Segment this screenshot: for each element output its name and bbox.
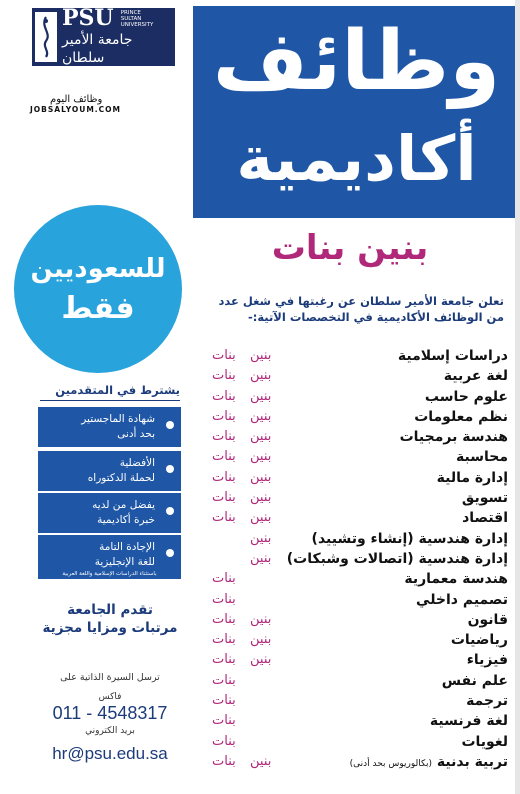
list-item <box>212 468 508 488</box>
bullet-icon <box>166 421 174 429</box>
logo-arabic-name: جامعة الأمير سلطان <box>62 32 133 66</box>
specialty-name: هندسة معمارية <box>404 571 508 588</box>
specialty-name: دراسات إسلامية <box>397 348 508 364</box>
specialty-label: تربية بدنية <box>436 753 508 770</box>
badge-line2: فقط <box>61 291 135 326</box>
condition-line1: الأفضلية <box>119 457 155 469</box>
condition-line2: بحد أدنى <box>117 428 155 440</box>
girls-label: بنات <box>212 429 236 445</box>
boys-label: بنين <box>250 429 272 445</box>
girls-label: بنات <box>212 652 236 668</box>
specialty-name: اقتصاد <box>462 510 508 527</box>
condition-line2: للغة الإنجليزية <box>94 556 155 568</box>
list-item <box>212 549 508 569</box>
cv-instruction: ترسل السيرة الذاتية على <box>60 672 160 683</box>
boys-label: بنين <box>250 469 272 485</box>
list-item <box>212 650 508 670</box>
list-item <box>212 590 508 610</box>
specialty-name: تصميم داخلي <box>416 591 508 608</box>
specialty-name: رياضيات <box>450 632 508 649</box>
specialty-name: إدارة هندسية (اتصالات وشبكات) <box>286 550 508 567</box>
saudis-only-badge <box>14 205 182 373</box>
list-item <box>212 447 508 467</box>
logo-en-line3: UNIVERSITY <box>120 22 154 28</box>
list-item <box>212 630 508 650</box>
girls-label: بنات <box>212 733 236 749</box>
bullet-icon <box>166 507 174 515</box>
girls-label: بنات <box>212 469 236 485</box>
list-item <box>212 508 508 528</box>
boys-label: بنين <box>250 550 272 566</box>
girls-label: بنات <box>212 753 236 769</box>
boys-label: بنين <box>250 348 272 363</box>
specialty-name <box>350 752 508 774</box>
boys-label: بنين <box>250 611 272 627</box>
condition-box <box>38 451 181 491</box>
logo-en-line2: SULTAN <box>120 16 142 22</box>
university-logo <box>32 5 175 66</box>
condition-line1: شهادة الماجستير <box>81 413 155 425</box>
logo-en-line1: PRINCE <box>120 10 141 16</box>
list-item <box>212 691 508 711</box>
list-item <box>212 407 508 427</box>
boys-label: بنين <box>250 368 272 384</box>
specialty-name: نظم معلومات <box>414 408 508 425</box>
specialty-name: فيزياء <box>466 652 508 669</box>
fax-label: فاكس <box>98 692 122 702</box>
list-item <box>212 387 508 407</box>
girls-label: بنات <box>212 449 236 465</box>
page-edge <box>515 0 520 794</box>
fax-number: 011 - 4548317 <box>52 703 168 723</box>
intro-text: تعلن جامعة الأمير سلطان عن رغبتها في شغل عدد من الوظائف الأكاديمية في التخصصات الآتية:- <box>218 294 504 324</box>
hero-title-academic: أكاديمية <box>236 122 477 195</box>
logo-abbr: PSU <box>62 5 114 31</box>
specialty-name: إدارة هندسية (إنشاء وتشييد) <box>311 530 508 547</box>
hero-banner <box>193 6 520 218</box>
boys-label: بنين <box>250 632 272 648</box>
condition-box <box>38 535 181 579</box>
girls-label: بنات <box>212 632 236 648</box>
boys-label: بنين <box>250 753 272 769</box>
hero-title-jobs: وظائف <box>212 14 501 109</box>
boys-label: بنين <box>250 408 272 424</box>
university-offer <box>40 601 180 637</box>
specialty-name: هندسة برمجيات <box>399 429 508 446</box>
list-item <box>212 529 508 549</box>
girls-label: بنات <box>212 713 236 729</box>
girls-label: بنات <box>212 611 236 627</box>
specialty-name: لغة عربية <box>443 368 508 385</box>
specialty-name: لغويات <box>461 733 508 750</box>
boys-label: بنين <box>250 530 272 546</box>
bullet-icon <box>166 549 174 557</box>
list-item <box>212 569 508 589</box>
conditions-title: يشترط في المتقدمين <box>55 383 180 397</box>
condition-line1: الإجادة التامة <box>99 541 155 553</box>
conditions-divider <box>40 400 180 401</box>
calligraphy-emblem-icon <box>35 12 57 62</box>
list-item <box>212 427 508 447</box>
boys-label: بنين <box>250 388 272 404</box>
specialty-name: علوم حاسب <box>424 388 508 405</box>
girls-label: بنات <box>212 368 236 384</box>
girls-label: بنات <box>212 672 236 688</box>
condition-line1: يفضل من لديه <box>92 499 155 511</box>
specialty-name: علم نفس <box>441 672 508 689</box>
boys-label: بنين <box>250 490 272 506</box>
offer-line2: مرتبات ومزايا مجزية <box>42 620 178 636</box>
condition-box <box>38 493 181 533</box>
list-item <box>212 610 508 630</box>
condition-line2: خبرة أكاديمية <box>97 514 155 526</box>
specialty-name: قانون <box>467 611 508 628</box>
gender-heading: بنين بنات <box>271 228 429 268</box>
offer-line1: تقدم الجامعة <box>67 602 153 618</box>
condition-box <box>38 407 181 447</box>
specialty-name: محاسبة <box>456 449 508 466</box>
list-item <box>212 732 508 752</box>
girls-label: بنات <box>212 348 236 363</box>
boys-label: بنين <box>250 510 272 526</box>
badge-line1: للسعوديين <box>30 254 166 284</box>
specialty-note: (بكالوريوس بحد أدنى) <box>349 758 433 769</box>
boys-label: بنين <box>250 652 272 668</box>
bullet-icon <box>166 465 174 473</box>
girls-label: بنات <box>212 490 236 506</box>
positions-list <box>212 346 508 772</box>
list-item <box>212 346 508 366</box>
condition-note: باستثناء الدراسات الإسلامية واللغة العربية <box>62 571 157 577</box>
list-item <box>212 366 508 386</box>
list-item <box>212 488 508 508</box>
girls-label: بنات <box>212 388 236 404</box>
specialty-name: ترجمة <box>466 693 508 710</box>
specialty-name: تسويق <box>461 490 508 507</box>
watermark-site-arabic: وظائف اليوم <box>50 94 103 105</box>
specialty-name: لغة فرنسية <box>429 713 508 730</box>
list-item <box>212 711 508 731</box>
specialty-name: إدارة مالية <box>436 469 508 486</box>
girls-label: بنات <box>212 591 236 607</box>
girls-label: بنات <box>212 571 236 587</box>
watermark-site-url: JOBSALYOUM.COM <box>30 105 121 114</box>
email-address[interactable]: hr@psu.edu.sa <box>52 744 168 763</box>
boys-label: بنين <box>250 449 272 465</box>
email-label: بريد الكتروني <box>85 726 135 736</box>
condition-line2: لحملة الدكتوراه <box>87 472 155 484</box>
list-item <box>212 752 508 772</box>
girls-label: بنات <box>212 693 236 709</box>
girls-label: بنات <box>212 408 236 424</box>
girls-label: بنات <box>212 510 236 526</box>
list-item <box>212 671 508 691</box>
